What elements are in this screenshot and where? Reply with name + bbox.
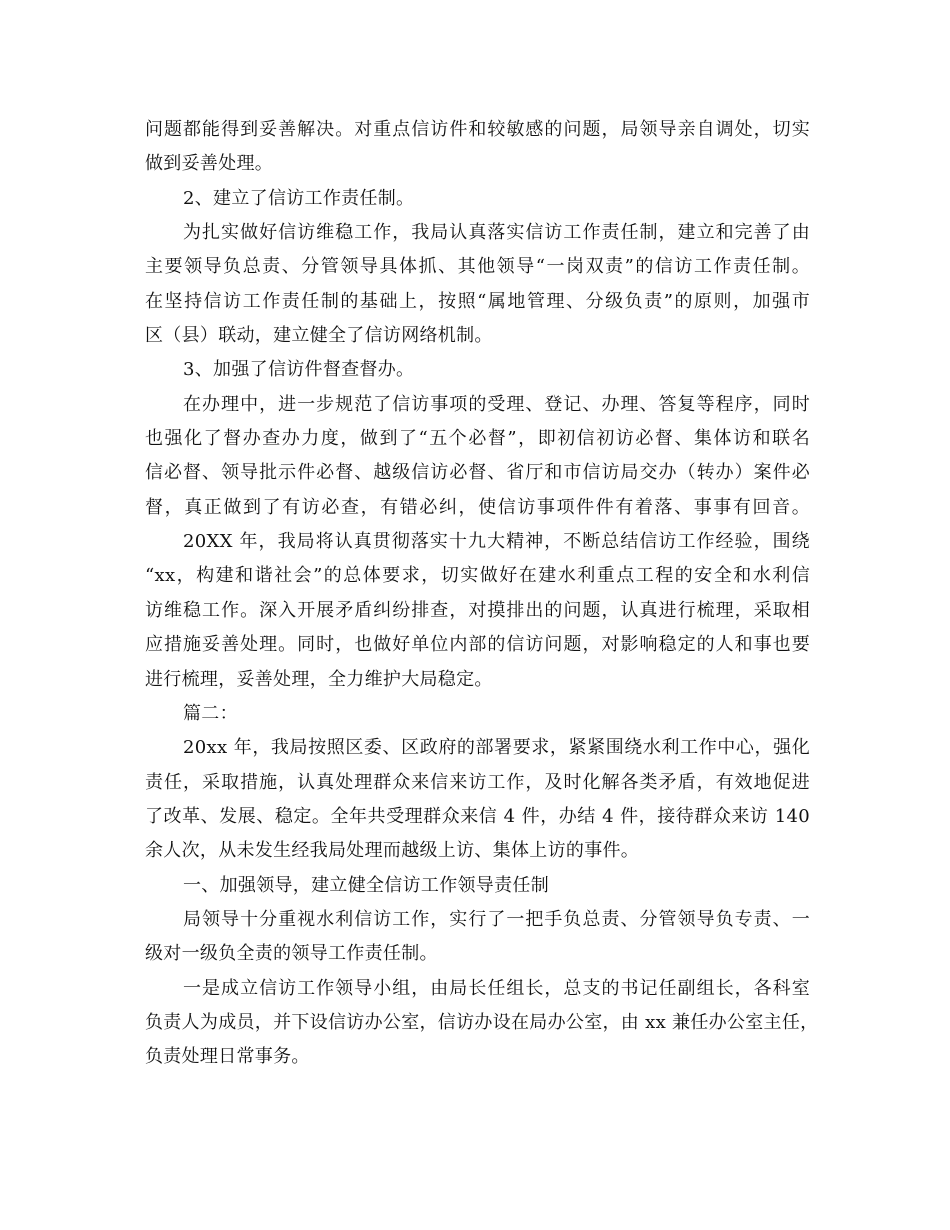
text-line: 一是成立信访工作领导小组，由局长任组长，总支的书记任副组长，各科室 xyxy=(183,977,810,999)
text-line: 也强化了督办查办力度，做到了“五个必督”，即初信初访必督、集体访和联名 xyxy=(145,428,810,450)
text-line: 区（县）联动，建立健全了信访网络机制。 xyxy=(145,325,493,347)
document-body xyxy=(145,113,819,1075)
text-line: 在办理中，进一步规范了信访事项的受理、登记、办理、答复等程序，同时 xyxy=(183,393,810,415)
text-line: 负责人为成员，并下设信访办公室，信访办设在局办公室，由 xx 兼任办公室主任， xyxy=(145,1011,819,1033)
text-line: 为扎实做好信访维稳工作，我局认真落实信访工作责任制，建立和完善了由 xyxy=(183,222,810,244)
section-heading: 3、加强了信访件督查督办。 xyxy=(183,359,415,381)
text-line: 进行梳理，妥善处理，全力维护大局稳定。 xyxy=(145,668,493,690)
text-line: 了改革、发展、稳定。全年共受理群众来信 4 件，办结 4 件，接待群众来访 140 xyxy=(145,805,810,827)
text-line: 局领导十分重视水利信访工作，实行了一把手负总责、分管领导负专责、一 xyxy=(183,908,810,930)
text-line: 在坚持信访工作责任制的基础上，按照“属地管理、分级负责”的原则，加强市 xyxy=(145,290,810,312)
section-heading: 篇二： xyxy=(183,702,238,724)
text-line: 20XX 年，我局将认真贯彻落实十九大精神，不断总结信访工作经验，围绕 xyxy=(183,531,810,553)
text-line: 访维稳工作。深入开展矛盾纠纷排查，对摸排出的问题，认真进行梳理，采取相 xyxy=(145,599,810,621)
text-line: 20xx 年，我局按照区委、区政府的部署要求，紧紧围绕水利工作中心，强化 xyxy=(183,737,810,759)
text-line: 责任，采取措施，认真处理群众来信来访工作，及时化解各类矛盾，有效地促进 xyxy=(145,771,810,793)
text-line: “xx，构建和谐社会”的总体要求，切实做好在建水利重点工程的安全和水利信 xyxy=(145,565,810,587)
text-line: 负责处理日常事务。 xyxy=(145,1046,310,1068)
text-line: 问题都能得到妥善解决。对重点信访件和较敏感的问题，局领导亲自调处，切实 xyxy=(145,119,810,140)
text-line: 主要领导负总责、分管领导具体抓、其他领导“一岗双责”的信访工作责任制。 xyxy=(145,256,810,278)
text-line: 应措施妥善处理。同时，也做好单位内部的信访问题，对影响稳定的人和事也要 xyxy=(145,634,810,656)
section-heading: 2、建立了信访工作责任制。 xyxy=(183,187,415,209)
text-line: 信必督、领导批示件必督、越级信访必督、省厅和市信访局交办（转办）案件必 xyxy=(145,462,810,484)
text-line: 余人次，从未发生经我局处理而越级上访、集体上访的事件。 xyxy=(145,840,640,862)
section-heading: 一、加强领导，建立健全信访工作领导责任制 xyxy=(183,874,549,896)
text-line: 级对一级负全责的领导工作责任制。 xyxy=(145,943,438,965)
text-line: 做到妥善处理。 xyxy=(145,153,274,175)
text-line: 督，真正做到了有访必查，有错必纠，使信访事项件件有着落、事事有回音。 xyxy=(145,496,810,518)
